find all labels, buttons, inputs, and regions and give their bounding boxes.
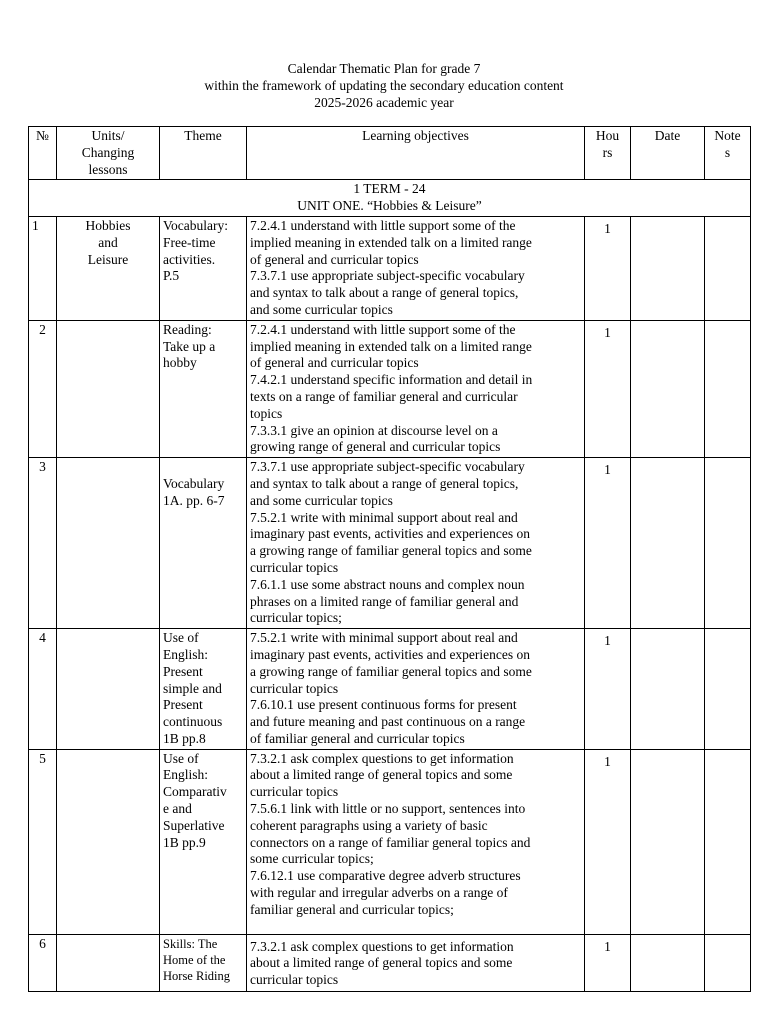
lesson-hours: 1: [585, 458, 631, 629]
lesson-notes: [705, 458, 751, 629]
lesson-row: [29, 934, 751, 991]
objective-line: of general and curricular topics: [250, 251, 419, 267]
objective-line: phrases on a limited range of familiar general and: [250, 593, 519, 609]
objective-line: 7.3.2.1 ask complex questions to get information: [250, 938, 514, 954]
lesson-objectives: [247, 749, 585, 934]
theme-line: e and: [163, 801, 192, 817]
theme-line: Vocabulary:: [163, 217, 228, 233]
objective-line: 7.3.2.1 ask complex questions to get information: [250, 750, 514, 766]
lesson-unit: [57, 934, 160, 991]
col-header-objectives: Learning objectives: [247, 127, 585, 180]
term-heading: [29, 180, 751, 217]
theme-line: English:: [163, 646, 209, 662]
objective-line: curricular topics: [250, 680, 339, 696]
header-row: [29, 127, 751, 180]
thematic-plan-table: [28, 126, 751, 992]
theme-line: activities.: [163, 251, 216, 267]
objective-line: 7.5.2.1 write with minimal support about real and: [250, 509, 518, 525]
lesson-number: 2: [29, 320, 57, 457]
objective-line: connectors on a range of familiar general topics and: [250, 834, 531, 850]
lesson-unit: [57, 216, 160, 320]
objective-line: with regular and irregular adverbs on a range of: [250, 885, 508, 901]
col-header-number: №: [29, 127, 57, 180]
lesson-objectives: [247, 934, 585, 991]
objective-line: 7.3.3.1 give an opinion at discourse level on a: [250, 422, 498, 438]
col-header-theme: Theme: [160, 127, 247, 180]
objective-line: imaginary past events, activities and experiences on: [250, 646, 531, 662]
lesson-notes: [705, 320, 751, 457]
objective-line: curricular topics: [250, 559, 339, 575]
lesson-date: [631, 629, 705, 750]
unit-line: Hobbies: [85, 217, 131, 233]
lesson-hours: 1: [585, 216, 631, 320]
col-header-date: Date: [631, 127, 705, 180]
theme-line: continuous: [163, 714, 223, 730]
theme-line: Use of: [163, 630, 199, 646]
lesson-notes: [705, 934, 751, 991]
lesson-date: [631, 216, 705, 320]
objective-line: familiar general and curricular topics;: [250, 901, 454, 917]
objective-line: and syntax to talk about a range of general topics,: [250, 475, 519, 491]
objective-line: growing range of general and curricular topics: [250, 439, 501, 455]
col-header-hours: Hou rs: [585, 127, 631, 180]
title-line-2: within the framework of updating the secondary education content: [204, 78, 564, 93]
col-header-notes: Note s: [705, 127, 751, 180]
unit-line: Leisure: [87, 251, 129, 267]
objective-line: topics: [250, 405, 283, 421]
lesson-unit: [57, 629, 160, 750]
lesson-row: [29, 216, 751, 320]
lesson-number: 5: [29, 749, 57, 934]
objective-line: 7.2.4.1 understand with little support some of the: [250, 321, 516, 337]
objective-line: texts on a range of familiar general and curricular: [250, 388, 518, 404]
theme-line: Reading:: [163, 321, 212, 337]
objective-line: and future meaning and past continuous on a range: [250, 714, 526, 730]
lesson-objectives: [247, 629, 585, 750]
theme-line: Vocabulary: [163, 476, 225, 492]
lesson-date: [631, 749, 705, 934]
lesson-date: [631, 934, 705, 991]
objective-line: 7.5.6.1 link with little or no support, sentences into: [250, 801, 526, 817]
theme-line: 1A. pp. 6-7: [163, 492, 225, 508]
objective-line: some curricular topics;: [250, 851, 374, 867]
objective-line: and some curricular topics: [250, 301, 393, 317]
theme-line: Home of the: [163, 952, 226, 967]
lesson-theme: [160, 320, 247, 457]
lesson-number: 1: [29, 216, 57, 320]
lesson-notes: [705, 216, 751, 320]
lesson-unit: [57, 320, 160, 457]
lesson-number: 6: [29, 934, 57, 991]
theme-line: Present: [163, 663, 203, 679]
objective-line: 7.5.2.1 write with minimal support about real and: [250, 630, 518, 646]
objective-line: a growing range of familiar general topics and some: [250, 663, 532, 679]
theme-line: Take up a: [163, 338, 216, 354]
col-header-units: Units/ Changing lessons: [57, 127, 160, 180]
theme-line: Superlative: [163, 817, 225, 833]
lesson-hours: 1: [585, 749, 631, 934]
theme-line: simple and: [163, 680, 222, 696]
lesson-row: [29, 749, 751, 934]
objective-line: 7.3.7.1 use appropriate subject-specific vocabulary: [250, 459, 525, 475]
unit-title: UNIT ONE. “Hobbies & Leisure”: [297, 198, 482, 214]
theme-line: Present: [163, 697, 203, 713]
lesson-number: 4: [29, 629, 57, 750]
lesson-theme: [160, 934, 247, 991]
document-title: [0, 60, 768, 111]
objective-line: 7.2.4.1 understand with little support some of the: [250, 217, 516, 233]
lesson-notes: [705, 749, 751, 934]
objective-line: and some curricular topics: [250, 492, 393, 508]
objective-line: about a limited range of general topics and some: [250, 767, 513, 783]
term-title: 1 TERM - 24: [353, 181, 426, 197]
objective-line: implied meaning in extended talk on a limited range: [250, 338, 532, 354]
theme-line: 1B pp.8: [163, 730, 206, 746]
objective-line: curricular topics: [250, 972, 339, 988]
title-line-1: Calendar Thematic Plan for grade 7: [287, 61, 481, 76]
lesson-objectives: [247, 216, 585, 320]
objective-line: 7.4.2.1 understand specific information and detail in: [250, 372, 533, 388]
lesson-theme: [160, 629, 247, 750]
objective-line: of familiar general and curricular topics: [250, 730, 465, 746]
theme-line: Skills: The: [163, 936, 218, 951]
lesson-row: [29, 629, 751, 750]
lesson-date: [631, 458, 705, 629]
objective-line: 7.6.10.1 use present continuous forms for present: [250, 697, 517, 713]
lesson-unit: [57, 749, 160, 934]
theme-line: Horse Riding: [163, 968, 231, 983]
theme-line: hobby: [163, 355, 197, 371]
theme-line: Comparativ: [163, 784, 227, 800]
objective-line: imaginary past events, activities and experiences on: [250, 526, 531, 542]
lesson-notes: [705, 629, 751, 750]
lesson-row: [29, 320, 751, 457]
objective-line: curricular topics;: [250, 610, 342, 626]
lesson-row: [29, 458, 751, 629]
objective-line: coherent paragraphs using a variety of basic: [250, 817, 488, 833]
lesson-date: [631, 320, 705, 457]
lesson-theme: [160, 458, 247, 629]
title-line-3: 2025-2026 academic year: [314, 95, 454, 110]
lesson-hours: 1: [585, 320, 631, 457]
objective-line: of general and curricular topics: [250, 355, 419, 371]
lesson-number: 3: [29, 458, 57, 629]
objective-line: curricular topics: [250, 784, 339, 800]
theme-line: English:: [163, 767, 209, 783]
lesson-theme: [160, 749, 247, 934]
objective-line: 7.3.7.1 use appropriate subject-specific vocabulary: [250, 268, 525, 284]
objective-line: 7.6.12.1 use comparative degree adverb structures: [250, 868, 521, 884]
lesson-hours: 1: [585, 934, 631, 991]
theme-line: P.5: [163, 268, 180, 284]
objective-line: implied meaning in extended talk on a limited range: [250, 234, 532, 250]
unit-line: and: [98, 234, 118, 250]
lesson-hours: 1: [585, 629, 631, 750]
term-row: [29, 180, 751, 217]
lesson-theme: [160, 216, 247, 320]
objective-line: 7.6.1.1 use some abstract nouns and complex noun: [250, 576, 525, 592]
objective-line: a growing range of familiar general topics and some: [250, 543, 532, 559]
theme-line: 1B pp.9: [163, 834, 206, 850]
objective-line: and syntax to talk about a range of general topics,: [250, 285, 519, 301]
theme-line: Use of: [163, 750, 199, 766]
lesson-unit: [57, 458, 160, 629]
objective-line: about a limited range of general topics and some: [250, 955, 513, 971]
lesson-objectives: [247, 458, 585, 629]
theme-line: Free-time: [163, 234, 216, 250]
lesson-objectives: [247, 320, 585, 457]
